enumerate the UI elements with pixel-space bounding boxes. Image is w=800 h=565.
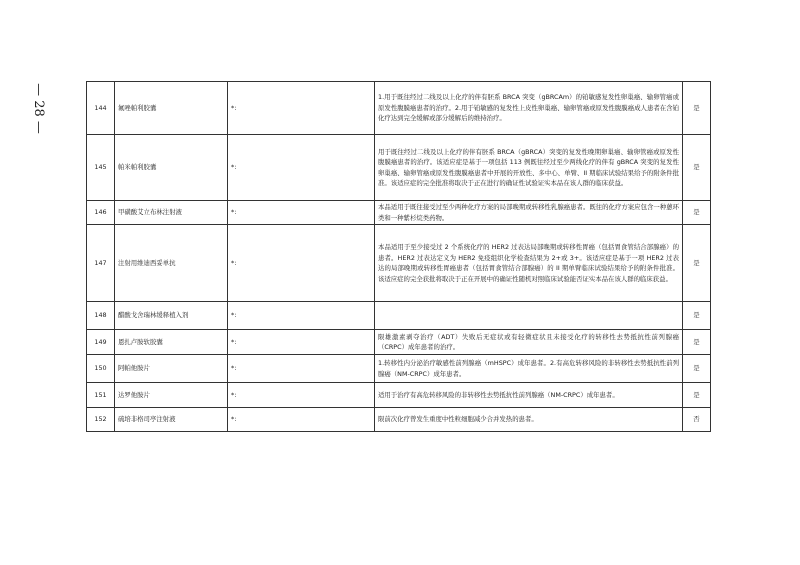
row-number: 149 — [87, 330, 115, 355]
row-number: 146 — [87, 201, 115, 225]
yes-no-flag: 是 — [683, 201, 711, 225]
drug-name: 硫培非格司亭注射液 — [115, 408, 228, 432]
row-number: 148 — [87, 302, 115, 330]
restriction-mark: *: — [228, 302, 375, 330]
restriction-mark: *: — [228, 355, 375, 383]
drug-table — [86, 81, 711, 432]
table-row — [87, 302, 711, 330]
indication-text: 1.转移性内分泌治疗敏感性前列腺癌（mHSPC）成年患者。2.有高危转移风险的非转移性去势抵抗性前列腺癌（NM-CRPC）成年患者。 — [375, 355, 683, 383]
indication-text: 适用于治疗有高危转移风险的非转移性去势抵抗性前列腺癌（NM-CRPC）成年患者。 — [375, 383, 683, 408]
page-number — [28, 78, 48, 138]
indication-text: 本品适用于既往接受过至少两种化疗方案的局部晚期或转移性乳腺癌患者。既往的化疗方案应包含一种蒽环类和一种紫杉烷类药物。 — [375, 201, 683, 225]
indication-text: 限雄激素剥夺治疗（ADT）失败后无症状或有轻微症状且未接受化疗的转移性去势抵抗性前列腺癌（CRPC）成年患者的治疗。 — [375, 330, 683, 355]
yes-no-flag: 是 — [683, 383, 711, 408]
drug-name: 注射用维迪西妥单抗 — [115, 225, 228, 302]
drug-name: 达罗他胺片 — [115, 383, 228, 408]
drug-name: 恩扎卢胺软胶囊 — [115, 330, 228, 355]
indication-text: 限前次化疗曾发生重度中性粒细胞减少合并发热的患者。 — [375, 408, 683, 432]
table-row — [87, 201, 711, 225]
table-row — [87, 408, 711, 432]
table-row — [87, 225, 711, 302]
table-row — [87, 82, 711, 135]
row-number: 144 — [87, 82, 115, 135]
page-number-text: — 28 — — [30, 82, 46, 134]
table-row — [87, 135, 711, 201]
yes-no-flag: 是 — [683, 82, 711, 135]
restriction-mark: *: — [228, 82, 375, 135]
table-row — [87, 330, 711, 355]
drug-name: 甲磺酸艾立布林注射液 — [115, 201, 228, 225]
yes-no-flag: 否 — [683, 408, 711, 432]
table-row — [87, 355, 711, 383]
indication-text: 1.用于既往经过二线及以上化疗的伴有胚系 BRCA 突变（gBRCAm）的铂敏感复发性卵巢癌、输卵管癌或原发性腹膜癌患者的治疗。2.用于铂敏感的复发性上皮性卵巢癌、输卵管癌或原发性腹膜癌成人患者在含铂化疗达到完全缓解或部分缓解后的维持治疗。 — [375, 82, 683, 135]
row-number: 147 — [87, 225, 115, 302]
indication-text: 本品适用于至少接受过 2 个系统化疗的 HER2 过表达局部晚期或转移性胃癌（包括胃食管结合部腺癌）的患者。HER2 过表达定义为 HER2 免疫组织化学检查结果为 2+或 3+。该适应症是基于一项 HER2 过表达的局部晚期或转移性胃癌患者（包括胃食管结合部腺癌）的 II 期单臂临床试验结果给予的附条件批准。该适应症的完全获批将取决于正在开展中的确证性随机对照临床试验能否证实本品在该人群的临床获益。 — [375, 225, 683, 302]
drug-name: 醋酸戈舍瑞林缓释植入剂 — [115, 302, 228, 330]
yes-no-flag: 是 — [683, 330, 711, 355]
yes-no-flag: 是 — [683, 302, 711, 330]
yes-no-flag: 是 — [683, 355, 711, 383]
table-row — [87, 383, 711, 408]
row-number: 151 — [87, 383, 115, 408]
restriction-mark: *: — [228, 408, 375, 432]
drug-name: 帕米帕利胶囊 — [115, 135, 228, 201]
restriction-mark: *: — [228, 135, 375, 201]
indication-text — [375, 302, 683, 330]
drug-name: 氟唑帕利胶囊 — [115, 82, 228, 135]
restriction-mark: *: — [228, 383, 375, 408]
yes-no-flag: 是 — [683, 225, 711, 302]
row-number: 152 — [87, 408, 115, 432]
drug-table-body — [87, 82, 711, 432]
row-number: 150 — [87, 355, 115, 383]
indication-text: 用于既往经过二线及以上化疗的伴有胚系 BRCA（gBRCA）突变的复发性晚期卵巢癌、输卵管癌或原发性腹膜癌患者的治疗。该适应症是基于一项包括 113 例既往经过至少两线化疗的伴有 gBRCA 突变的复发性卵巢癌、输卵管癌或原发性腹膜癌患者中开展的开放性、多中心、单臂、II 期临床试验结果给予的附条件批准。该适应症的完全批准将取决于正在进行的确证性试验证实本品在该人群的临床获益。 — [375, 135, 683, 201]
yes-no-flag: 是 — [683, 135, 711, 201]
restriction-mark: *: — [228, 330, 375, 355]
restriction-mark: *: — [228, 201, 375, 225]
restriction-mark: *: — [228, 225, 375, 302]
drug-name: 阿帕他胺片 — [115, 355, 228, 383]
row-number: 145 — [87, 135, 115, 201]
